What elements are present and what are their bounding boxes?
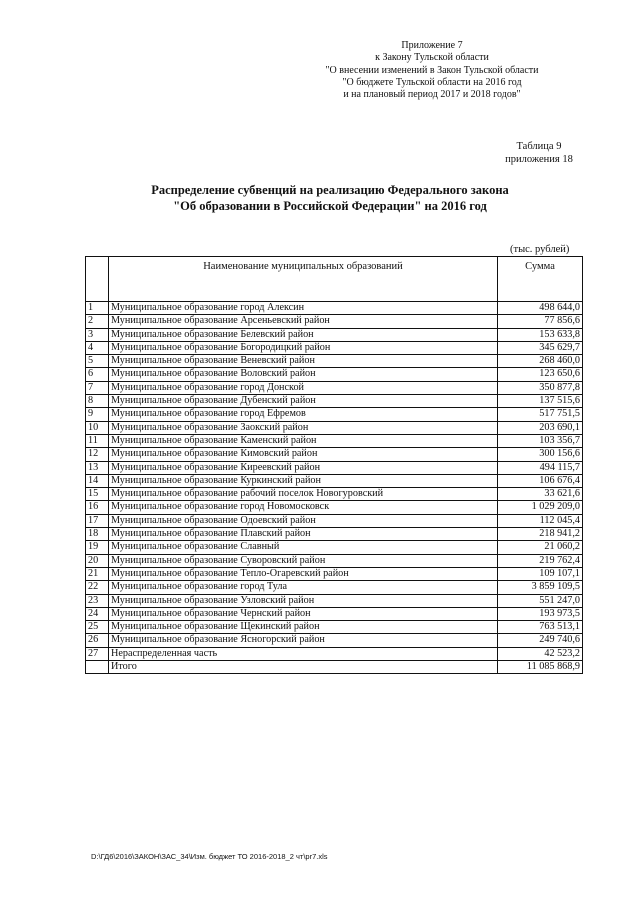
row-name-cell: Муниципальное образование Узловский район — [109, 594, 498, 607]
table-row — [86, 341, 583, 354]
header-sum-cell: Сумма — [498, 257, 583, 302]
row-number-cell: 14 — [86, 474, 109, 487]
row-number-cell: 22 — [86, 581, 109, 594]
header-line-5: и на плановый период 2017 и 2018 годов" — [343, 89, 521, 101]
table-row — [86, 448, 583, 461]
table-row — [86, 567, 583, 580]
table-row — [86, 661, 583, 674]
row-sum-cell: 350 877,8 — [498, 381, 583, 394]
appendix-header — [282, 40, 582, 101]
row-sum-cell: 103 356,7 — [498, 434, 583, 447]
row-name-cell: Муниципальное образование Куркинский район — [109, 474, 498, 487]
header-line-4: "О бюджете Тульской области на 2016 год — [342, 76, 522, 88]
row-number-cell: 20 — [86, 554, 109, 567]
row-sum-cell: 498 644,0 — [498, 302, 583, 315]
table-reference — [500, 141, 578, 166]
header-name-cell: Наименование муниципальных образований — [109, 257, 498, 302]
file-path-footer: D:\ГД6\2016\ЗАКОН\ЗАС_34\Изм. бюджет ТО 2016-2018_2 чт\pr7.xls — [91, 852, 328, 861]
row-number-cell: 23 — [86, 594, 109, 607]
row-number-cell: 1 — [86, 302, 109, 315]
row-number-cell: 21 — [86, 567, 109, 580]
row-sum-cell: 11 085 868,9 — [498, 661, 583, 674]
row-name-cell: Муниципальное образование Веневский район — [109, 355, 498, 368]
row-number-cell: 9 — [86, 408, 109, 421]
table-row — [86, 474, 583, 487]
row-name-cell: Итого — [109, 661, 498, 674]
row-number-cell: 6 — [86, 368, 109, 381]
row-name-cell: Муниципальное образование город Новомосковск — [109, 501, 498, 514]
row-sum-cell: 33 621,6 — [498, 488, 583, 501]
table-row — [86, 634, 583, 647]
row-name-cell: Муниципальное образование Славный — [109, 541, 498, 554]
row-name-cell: Муниципальное образование рабочий поселок Новогуровский — [109, 488, 498, 501]
row-number-cell: 10 — [86, 421, 109, 434]
row-sum-cell: 106 676,4 — [498, 474, 583, 487]
table-row — [86, 594, 583, 607]
row-sum-cell: 268 460,0 — [498, 355, 583, 368]
header-number-cell — [86, 257, 109, 302]
row-number-cell: 5 — [86, 355, 109, 368]
table-row — [86, 408, 583, 421]
row-sum-cell: 77 856,6 — [498, 315, 583, 328]
row-name-cell: Муниципальное образование Богородицкий район — [109, 341, 498, 354]
table-row — [86, 541, 583, 554]
header-line-3: "О внесении изменений в Закон Тульской области — [325, 64, 539, 76]
table-row — [86, 315, 583, 328]
table-row — [86, 528, 583, 541]
row-sum-cell: 42 523,2 — [498, 647, 583, 660]
row-number-cell: 11 — [86, 434, 109, 447]
row-number-cell: 15 — [86, 488, 109, 501]
row-name-cell: Муниципальное образование Суворовский район — [109, 554, 498, 567]
table-row — [86, 355, 583, 368]
row-number-cell: 8 — [86, 395, 109, 408]
row-name-cell: Муниципальное образование Каменский район — [109, 434, 498, 447]
table-row — [86, 328, 583, 341]
header-line-2: к Закону Тульской области — [375, 52, 489, 64]
table-row — [86, 368, 583, 381]
row-name-cell: Нераспределенная часть — [109, 647, 498, 660]
row-sum-cell: 494 115,7 — [498, 461, 583, 474]
row-sum-cell: 551 247,0 — [498, 594, 583, 607]
subsidies-table — [85, 256, 583, 674]
row-sum-cell: 249 740,6 — [498, 634, 583, 647]
table-row — [86, 395, 583, 408]
table-row — [86, 488, 583, 501]
table-row — [86, 581, 583, 594]
row-name-cell: Муниципальное образование Плавский район — [109, 528, 498, 541]
table-row — [86, 501, 583, 514]
row-sum-cell: 203 690,1 — [498, 421, 583, 434]
row-sum-cell: 112 045,4 — [498, 514, 583, 527]
table-header-row — [86, 257, 583, 302]
row-number-cell: 24 — [86, 607, 109, 620]
row-sum-cell: 300 156,6 — [498, 448, 583, 461]
table-row — [86, 302, 583, 315]
row-name-cell: Муниципальное образование город Алексин — [109, 302, 498, 315]
document-title — [60, 182, 600, 214]
row-name-cell: Муниципальное образование Тепло-Огаревский район — [109, 567, 498, 580]
table-ref-line-2: приложения 18 — [505, 153, 573, 165]
table-row — [86, 421, 583, 434]
row-number-cell: 16 — [86, 501, 109, 514]
row-name-cell: Муниципальное образование Кимовский район — [109, 448, 498, 461]
row-number-cell: 12 — [86, 448, 109, 461]
table-row — [86, 461, 583, 474]
row-number-cell: 26 — [86, 634, 109, 647]
table-row — [86, 607, 583, 620]
row-number-cell: 18 — [86, 528, 109, 541]
table-ref-line-1: Таблица 9 — [516, 141, 562, 152]
row-name-cell: Муниципальное образование город Донской — [109, 381, 498, 394]
row-name-cell: Муниципальное образование Чернский район — [109, 607, 498, 620]
row-name-cell: Муниципальное образование Дубенский район — [109, 395, 498, 408]
row-name-cell: Муниципальное образование Заокский район — [109, 421, 498, 434]
row-name-cell: Муниципальное образование Воловский район — [109, 368, 498, 381]
title-line-2: "Об образовании в Российской Федерации" на 2016 год — [173, 199, 487, 213]
row-name-cell: Муниципальное образование Арсеньевский район — [109, 315, 498, 328]
row-number-cell: 7 — [86, 381, 109, 394]
row-sum-cell: 1 029 209,0 — [498, 501, 583, 514]
row-sum-cell: 153 633,8 — [498, 328, 583, 341]
row-name-cell: Муниципальное образование Киреевский район — [109, 461, 498, 474]
table-row — [86, 554, 583, 567]
row-sum-cell: 763 513,1 — [498, 621, 583, 634]
table-row — [86, 514, 583, 527]
units-label: (тыс. рублей) — [510, 244, 570, 255]
row-number-cell: 3 — [86, 328, 109, 341]
row-sum-cell: 123 650,6 — [498, 368, 583, 381]
table-row — [86, 621, 583, 634]
row-number-cell: 4 — [86, 341, 109, 354]
table-row — [86, 381, 583, 394]
row-number-cell — [86, 661, 109, 674]
row-number-cell: 13 — [86, 461, 109, 474]
row-sum-cell: 218 941,2 — [498, 528, 583, 541]
row-sum-cell: 109 107,1 — [498, 567, 583, 580]
table-row — [86, 434, 583, 447]
row-name-cell: Муниципальное образование Щекинский район — [109, 621, 498, 634]
row-number-cell: 27 — [86, 647, 109, 660]
row-number-cell: 2 — [86, 315, 109, 328]
row-sum-cell: 137 515,6 — [498, 395, 583, 408]
row-name-cell: Муниципальное образование Одоевский район — [109, 514, 498, 527]
row-sum-cell: 3 859 109,5 — [498, 581, 583, 594]
row-name-cell: Муниципальное образование город Ефремов — [109, 408, 498, 421]
row-sum-cell: 517 751,5 — [498, 408, 583, 421]
row-number-cell: 25 — [86, 621, 109, 634]
table-body — [86, 302, 583, 674]
row-number-cell: 17 — [86, 514, 109, 527]
row-sum-cell: 21 060,2 — [498, 541, 583, 554]
row-sum-cell: 219 762,4 — [498, 554, 583, 567]
row-name-cell: Муниципальное образование город Тула — [109, 581, 498, 594]
row-sum-cell: 193 973,5 — [498, 607, 583, 620]
row-name-cell: Муниципальное образование Белевский район — [109, 328, 498, 341]
title-line-1: Распределение субвенций на реализацию Федерального закона — [151, 183, 509, 197]
table-row — [86, 647, 583, 660]
row-number-cell: 19 — [86, 541, 109, 554]
row-sum-cell: 345 629,7 — [498, 341, 583, 354]
header-line-1: Приложение 7 — [401, 40, 463, 51]
row-name-cell: Муниципальное образование Ясногорский район — [109, 634, 498, 647]
